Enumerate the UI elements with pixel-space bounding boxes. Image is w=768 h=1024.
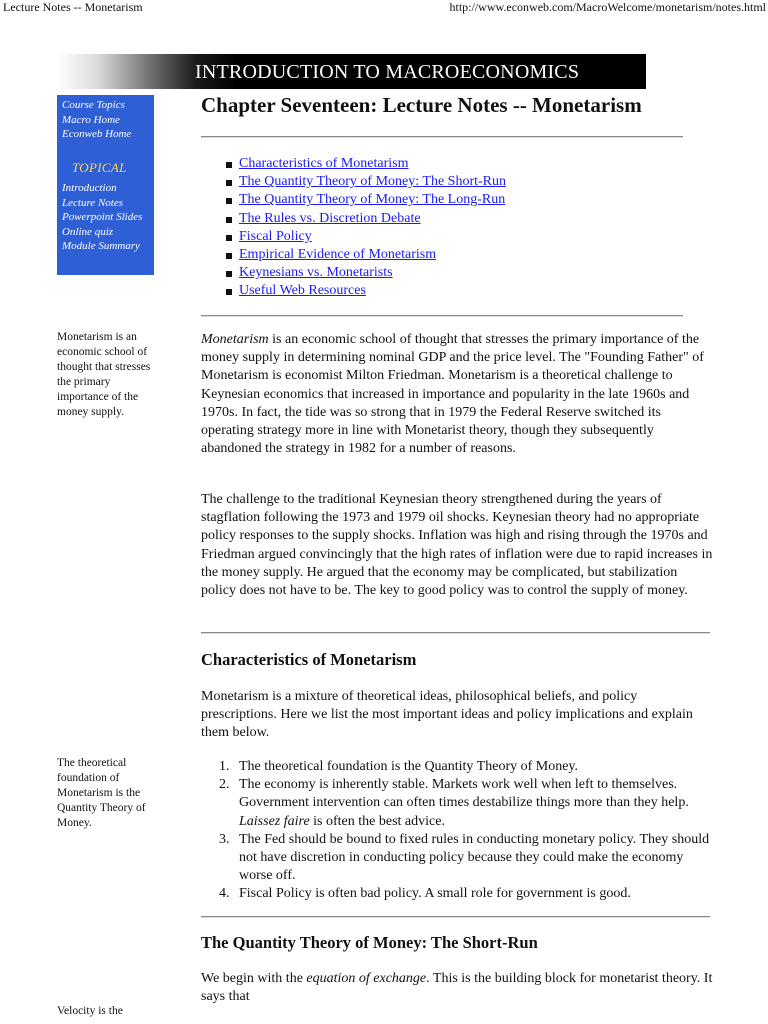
list-number: 2. <box>219 777 230 793</box>
point-text: The Fed should be bound to fixed rules in conducting monetary policy. They should not have discretion in conducting policy because they could make the economy worse off. <box>239 831 710 884</box>
toc-link-rules-discretion[interactable]: The Rules vs. Discretion Debate <box>239 210 421 226</box>
intro-section <box>201 331 715 458</box>
list-item <box>201 831 711 886</box>
divider <box>201 916 710 918</box>
nav-topical-links <box>62 181 142 254</box>
nav-link-lecture-notes[interactable]: Lecture Notes <box>62 196 123 209</box>
toc-item <box>226 173 506 191</box>
list-item <box>201 885 711 903</box>
list-number: 3. <box>219 831 230 847</box>
intro-paragraph-1-text: is an economic school of thought that stresses the primary importance of the money supply in determining nominal GDP and the price level. The "Founding Father" of Monetarism is economist Milton Friedman. Monetarism is a theoretical challenge to Keynesian economics that increased in importance and popularity in the late 1960s and 1970s. In fact, the tide was so strong that in 1979 the Federal Reserve switched its operating strategy more in line with Monetarist theory, though they subsequently abandoned the strategy in 1982 for a number of reasons. <box>201 332 704 457</box>
nav-link-introduction[interactable]: Introduction <box>62 182 117 194</box>
toc-link-characteristics[interactable]: Characteristics of Monetarism <box>239 156 409 171</box>
characteristics-list <box>201 758 711 904</box>
heading-short-run: The Quantity Theory of Money: The Short-Run <box>201 933 538 952</box>
banner-text: INTRODUCTION TO MACROECONOMICS <box>195 61 580 83</box>
course-banner <box>57 54 646 89</box>
intro-section-2 <box>201 491 715 600</box>
heading-characteristics: Characteristics of Monetarism <box>201 650 417 669</box>
print-header-url: http://www.econweb.com/MacroWelcome/monetarism/notes.html <box>449 0 766 14</box>
toc-link-web-resources[interactable]: Useful Web Resources <box>239 283 366 299</box>
table-of-contents <box>226 155 506 301</box>
toc-item <box>226 191 506 209</box>
intro-paragraph-2: The challenge to the traditional Keynesian theory strengthened during the years of stagflation following the 1973 and 1979 oil shocks. Keynesian theory had no appropriate policy responses to the supply shocks. Inflation was high and rising through the 1970s and Friedman argued convincingly that the high rates of inflation were due to rapid increases in the money supply. He argued that the economy may be complicated, but stabilization policy does not have to be. The key to good policy was to control the supply of money. <box>201 492 713 599</box>
list-item <box>201 776 711 831</box>
term-monetarism: Monetarism <box>201 332 269 347</box>
toc-link-keynesians-monetarists[interactable]: Keynesians vs. Monetarists <box>239 265 393 281</box>
point-text: The theoretical foundation is the Quantity Theory of Money. <box>239 759 579 774</box>
nav-link-econweb-home[interactable]: Econweb Home <box>62 128 132 140</box>
toc-item <box>226 246 506 264</box>
nav-link-module-summary[interactable]: Module Summary <box>62 240 140 252</box>
toc-item <box>226 282 506 300</box>
nav-topical-label: TOPICAL <box>72 160 127 175</box>
sidenote-velocity: Velocity is the <box>57 1005 123 1017</box>
list-number: 4. <box>219 886 230 902</box>
sidenote-monetarism: Monetarism is an economic school of thought that stresses the primary importance of the money supply. <box>57 331 151 418</box>
toc-item <box>226 155 506 173</box>
nav-main-links <box>62 98 131 142</box>
point-text: Fiscal Policy is often bad policy. A small role for government is good. <box>239 886 631 902</box>
point-text: is often the best advice. <box>309 813 445 829</box>
characteristics-intro-block <box>201 688 715 743</box>
sidenote-foundation: The theoretical foundation of Monetarism is the Quantity Theory of Money. <box>57 757 146 829</box>
point-text: The economy is inherently stable. Markets work well when left to themselves. Government intervention can often times destabilize things more than they help. <box>239 777 689 811</box>
intro-paragraph-1 <box>201 331 715 458</box>
left-nav-box <box>57 95 154 275</box>
toc-link-fiscal-policy[interactable]: Fiscal Policy <box>239 228 312 244</box>
nav-link-macro-home[interactable]: Macro Home <box>62 113 120 126</box>
toc-link-long-run[interactable]: The Quantity Theory of Money: The Long-Run <box>239 192 506 208</box>
toc-item <box>226 228 506 246</box>
print-header-title: Lecture Notes -- Monetarism <box>3 0 143 14</box>
nav-link-course-topics[interactable]: Course Topics <box>62 99 125 111</box>
toc-link-short-run[interactable]: The Quantity Theory of Money: The Short-Run <box>239 174 506 190</box>
short-run-text: . This is the building block for monetarist theory. It says that <box>201 971 713 1005</box>
divider <box>201 632 710 634</box>
toc-link-empirical-evidence[interactable]: Empirical Evidence of Monetarism <box>239 247 437 263</box>
toc-item <box>226 264 506 282</box>
list-item <box>201 758 711 776</box>
toc-item <box>226 210 506 228</box>
divider <box>201 315 683 317</box>
nav-link-powerpoint-slides[interactable]: Powerpoint Slides <box>62 211 143 223</box>
term-equation-of-exchange: equation of exchange <box>306 971 427 986</box>
short-run-text: We begin with the <box>201 971 307 986</box>
list-number: 1. <box>219 759 230 774</box>
characteristics-intro: Monetarism is a mixture of theoretical ideas, philosophical beliefs, and policy prescriptions. Here we list the most important ideas and policy implications and explain them below. <box>201 689 693 741</box>
short-run-block <box>201 970 715 1006</box>
divider <box>201 136 683 138</box>
short-run-intro <box>201 970 715 1006</box>
page-title: Chapter Seventeen: Lecture Notes -- Monetarism <box>201 93 642 117</box>
nav-link-online-quiz[interactable]: Online quiz <box>62 225 114 238</box>
point-emphasis: Laissez faire <box>239 813 310 829</box>
